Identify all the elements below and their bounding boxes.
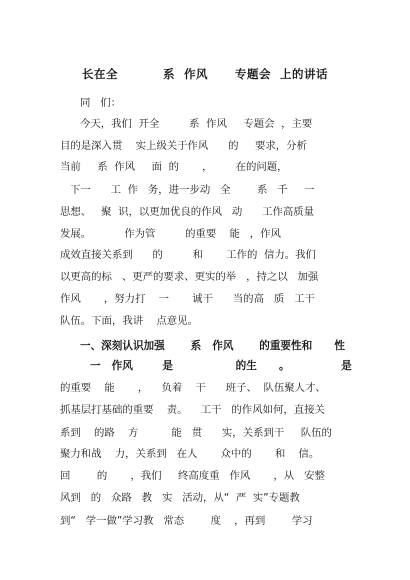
body-line: 一 作风 是 的生 。 是: [90, 360, 352, 372]
body-line: 以更高的标 、更严的要求、更实的举 ，持之以 加强: [60, 271, 319, 283]
body-line: 到“ 学一做”学习教 常态 度 ，再到 学习: [60, 515, 313, 527]
body-line: 回 的 ，我们 终高度重 作风 ，从 安整: [60, 470, 325, 482]
body-line: 聚力和战 力，关系到 在人 众中的 和 信。: [60, 448, 320, 460]
body-line: 的重要 能 ， 负着 干 班子、 队伍聚人才、: [60, 382, 326, 394]
body-line: 思想、 聚 识，以更加优良的作风 动 工作高质量: [60, 206, 315, 218]
document-title: 长在全 系 作风 专题会 上的讲话: [81, 67, 329, 81]
body-line: 系到 的路 方 能 贯 实，关系到干 队伍的: [60, 427, 332, 439]
body-line: 同 们：: [80, 97, 122, 109]
body-line: 作风 ，努力打 一 诚干 当的高 质 工干: [60, 293, 315, 305]
body-line: 成效直接关系到 的 和 工作的 信力。我们: [60, 249, 316, 261]
body-line: 队伍。下面，我讲 点意见。: [60, 315, 198, 327]
body-line: 风到 的 众路 教 实 活动，从“ 严 实”专题教: [60, 492, 300, 504]
body-line: 今天，我们 开全 系 作风 专题会 ，主要: [80, 118, 313, 130]
body-line: 发展。 作为管 的重要 能 ，作风: [60, 228, 281, 240]
body-line: 一、深刻认识加强 系 作风 的重要性和 性: [80, 340, 345, 352]
body-line: 抓基层打基础的重要 责。 工干 的作风如何，直接关: [60, 404, 325, 416]
body-line: 当前 系 作风 面 的 ， 在的问题，: [60, 161, 288, 173]
body-line: 下一 工 作 务，进一步动 全 系 千 一: [70, 184, 315, 196]
body-line: 目的是深入贯 实上级关于作风 的 要求，分析: [60, 140, 307, 152]
